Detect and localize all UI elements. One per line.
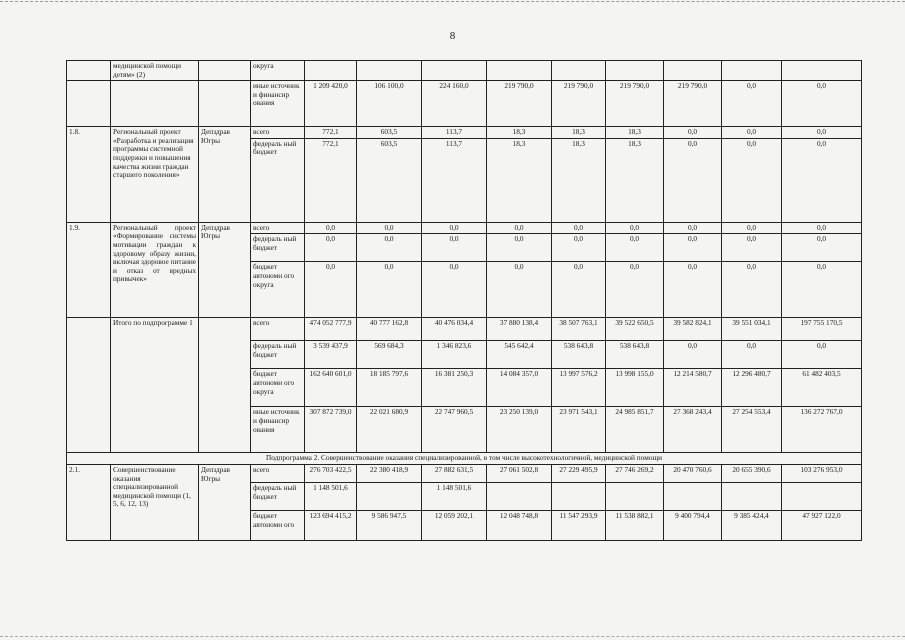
value-cell: 0,0 xyxy=(722,222,782,234)
table-row xyxy=(67,464,862,482)
value-cell: 219 790,0 xyxy=(552,81,606,127)
funding-source: федераль ный бюджет xyxy=(251,341,305,369)
total-label: Итого по подпрограмме 1 xyxy=(111,318,199,453)
value-cell: 27 229 495,9 xyxy=(552,464,606,482)
value-cell xyxy=(357,61,422,81)
program-name xyxy=(111,81,199,127)
value-cell: 39 551 034,1 xyxy=(722,318,782,341)
funding-source: федераль ный бюджет xyxy=(251,138,305,222)
value-cell: 18,3 xyxy=(487,127,552,139)
value-cell: 162 640 601,0 xyxy=(305,369,357,407)
value-cell: 0,0 xyxy=(487,222,552,234)
value-cell: 14 084 357,0 xyxy=(487,369,552,407)
funding-source: всего xyxy=(251,464,305,482)
scan-top-edge xyxy=(0,1,905,3)
row-number xyxy=(67,81,111,127)
value-cell: 772,1 xyxy=(305,138,357,222)
value-cell: 9 586 947,5 xyxy=(357,510,422,540)
value-cell: 0,0 xyxy=(357,222,422,234)
value-cell: 136 272 767,0 xyxy=(782,407,862,453)
funding-source: всего xyxy=(251,318,305,341)
value-cell: 538 643,8 xyxy=(606,341,664,369)
value-cell: 0,0 xyxy=(782,262,862,318)
value-cell: 0,0 xyxy=(422,262,487,318)
value-cell: 113,7 xyxy=(422,138,487,222)
value-cell: 0,0 xyxy=(606,222,664,234)
subprogram-header: Подпрограмма 2. Совершенствование оказания специализированной, в том числе высокотехнологичной, медицинской помощи xyxy=(67,453,862,465)
value-cell: 61 482 403,5 xyxy=(782,369,862,407)
row-number: 2.1. xyxy=(67,464,111,540)
value-cell xyxy=(487,61,552,81)
table-row xyxy=(67,81,862,127)
value-cell: 13 998 155,0 xyxy=(606,369,664,407)
value-cell: 20 655 390,6 xyxy=(722,464,782,482)
value-cell: 0,0 xyxy=(782,81,862,127)
executor: Депздрав Югры xyxy=(199,222,251,318)
value-cell: 0,0 xyxy=(664,138,722,222)
value-cell: 0,0 xyxy=(422,222,487,234)
value-cell: 474 052 777,9 xyxy=(305,318,357,341)
value-cell: 23 971 543,1 xyxy=(552,407,606,453)
executor xyxy=(199,318,251,453)
value-cell: 0,0 xyxy=(305,234,357,262)
funding-source: округа xyxy=(251,61,305,81)
value-cell xyxy=(552,482,606,510)
funding-source: федераль ный бюджет xyxy=(251,482,305,510)
value-cell: 18,3 xyxy=(552,138,606,222)
value-cell: 1 148 501,6 xyxy=(422,482,487,510)
value-cell: 0,0 xyxy=(664,234,722,262)
funding-source: всего xyxy=(251,222,305,234)
value-cell: 0,0 xyxy=(664,222,722,234)
value-cell xyxy=(606,61,664,81)
table-row xyxy=(67,127,862,139)
value-cell: 0,0 xyxy=(664,262,722,318)
value-cell: 11 538 882,1 xyxy=(606,510,664,540)
table-row xyxy=(67,318,862,341)
value-cell: 0,0 xyxy=(664,341,722,369)
value-cell: 22 380 418,9 xyxy=(357,464,422,482)
value-cell: 0,0 xyxy=(305,262,357,318)
value-cell: 20 470 760,6 xyxy=(664,464,722,482)
value-cell: 103 276 953,0 xyxy=(782,464,862,482)
value-cell: 0,0 xyxy=(487,262,552,318)
value-cell: 0,0 xyxy=(664,127,722,139)
value-cell: 113,7 xyxy=(422,127,487,139)
value-cell: 276 703 422,5 xyxy=(305,464,357,482)
value-cell: 307 872 739,0 xyxy=(305,407,357,453)
value-cell: 0,0 xyxy=(722,127,782,139)
value-cell: 1 346 823,6 xyxy=(422,341,487,369)
value-cell: 22 021 680,9 xyxy=(357,407,422,453)
value-cell xyxy=(782,482,862,510)
value-cell xyxy=(305,61,357,81)
value-cell: 0,0 xyxy=(305,222,357,234)
value-cell xyxy=(552,61,606,81)
value-cell: 11 547 293,9 xyxy=(552,510,606,540)
value-cell: 3 539 437,9 xyxy=(305,341,357,369)
funding-source: бюджет автономн ого xyxy=(251,510,305,540)
value-cell: 224 160,0 xyxy=(422,81,487,127)
value-cell: 219 790,0 xyxy=(606,81,664,127)
value-cell: 39 522 650,5 xyxy=(606,318,664,341)
value-cell: 0,0 xyxy=(357,262,422,318)
value-cell: 38 507 763,1 xyxy=(552,318,606,341)
program-name: Совершенствование оказания специализированной медицинской помощи (1, 5, 6, 12, 13) xyxy=(111,464,199,540)
value-cell: 27 882 631,5 xyxy=(422,464,487,482)
value-cell: 40 476 034,4 xyxy=(422,318,487,341)
value-cell: 197 755 170,5 xyxy=(782,318,862,341)
funding-source: всего xyxy=(251,127,305,139)
value-cell: 0,0 xyxy=(552,222,606,234)
value-cell: 1 148 501,6 xyxy=(305,482,357,510)
value-cell: 0,0 xyxy=(552,234,606,262)
value-cell: 0,0 xyxy=(782,234,862,262)
funding-source: иные источник и финансир ования xyxy=(251,81,305,127)
value-cell: 37 880 138,4 xyxy=(487,318,552,341)
value-cell: 603,5 xyxy=(357,138,422,222)
value-cell: 603,5 xyxy=(357,127,422,139)
value-cell: 27 368 243,4 xyxy=(664,407,722,453)
value-cell xyxy=(664,482,722,510)
value-cell: 18,3 xyxy=(606,127,664,139)
value-cell xyxy=(422,61,487,81)
executor: Депздрав Югры xyxy=(199,127,251,223)
executor: Депздрав Югры xyxy=(199,464,251,540)
value-cell: 545 642,4 xyxy=(487,341,552,369)
value-cell: 0,0 xyxy=(552,262,606,318)
value-cell: 9 385 424,4 xyxy=(722,510,782,540)
value-cell: 219 790,0 xyxy=(664,81,722,127)
value-cell: 13 997 576,2 xyxy=(552,369,606,407)
funding-source: бюджет автономн ого округа xyxy=(251,369,305,407)
budget-table xyxy=(66,60,862,541)
value-cell: 0,0 xyxy=(487,234,552,262)
value-cell: 39 582 824,1 xyxy=(664,318,722,341)
value-cell xyxy=(357,482,422,510)
program-name: медицинской помощи детям» (2) xyxy=(111,61,199,81)
value-cell xyxy=(606,482,664,510)
value-cell: 123 694 415,2 xyxy=(305,510,357,540)
value-cell xyxy=(664,61,722,81)
value-cell: 18,3 xyxy=(552,127,606,139)
value-cell: 27 061 502,8 xyxy=(487,464,552,482)
value-cell: 0,0 xyxy=(722,138,782,222)
program-name: Региональный проект «Формирование системы мотивации граждан к здоровому образу жизни, включая здоровое питание и отказ от вредных привычек» xyxy=(111,222,199,318)
value-cell: 12 059 202,1 xyxy=(422,510,487,540)
value-cell xyxy=(722,482,782,510)
value-cell: 18 185 797,6 xyxy=(357,369,422,407)
value-cell: 0,0 xyxy=(722,341,782,369)
value-cell: 12 048 748,8 xyxy=(487,510,552,540)
value-cell: 9 400 794,4 xyxy=(664,510,722,540)
value-cell: 0,0 xyxy=(722,234,782,262)
value-cell: 0,0 xyxy=(782,222,862,234)
value-cell: 0,0 xyxy=(782,138,862,222)
value-cell: 12 296 480,7 xyxy=(722,369,782,407)
value-cell: 0,0 xyxy=(722,262,782,318)
value-cell: 0,0 xyxy=(357,234,422,262)
value-cell: 538 643,8 xyxy=(552,341,606,369)
value-cell: 0,0 xyxy=(722,81,782,127)
funding-source: иные источник и финансир ования xyxy=(251,407,305,453)
value-cell xyxy=(722,61,782,81)
value-cell: 0,0 xyxy=(606,234,664,262)
value-cell: 24 985 851,7 xyxy=(606,407,664,453)
value-cell: 40 777 162,8 xyxy=(357,318,422,341)
value-cell: 0,0 xyxy=(782,341,862,369)
funding-source: бюджет автономн ого округа xyxy=(251,262,305,318)
value-cell: 18,3 xyxy=(606,138,664,222)
row-number: 1.9. xyxy=(67,222,111,318)
program-name: Региональный проект «Разработка и реализация программы системной поддержки и повышения качества жизни граждан старшего поколения» xyxy=(111,127,199,223)
value-cell: 27 746 269,2 xyxy=(606,464,664,482)
value-cell: 219 790,0 xyxy=(487,81,552,127)
value-cell: 27 254 553,4 xyxy=(722,407,782,453)
value-cell: 23 250 139,0 xyxy=(487,407,552,453)
value-cell: 0,0 xyxy=(606,262,664,318)
page-number: 8 xyxy=(449,30,456,42)
value-cell: 22 747 960,5 xyxy=(422,407,487,453)
value-cell: 18,3 xyxy=(487,138,552,222)
value-cell: 569 684,3 xyxy=(357,341,422,369)
value-cell: 106 100,0 xyxy=(357,81,422,127)
value-cell: 1 209 420,0 xyxy=(305,81,357,127)
value-cell: 12 214 580,7 xyxy=(664,369,722,407)
scan-bottom-edge xyxy=(0,636,905,638)
value-cell: 772,1 xyxy=(305,127,357,139)
row-number xyxy=(67,61,111,81)
row-number xyxy=(67,318,111,453)
value-cell: 16 381 250,3 xyxy=(422,369,487,407)
table-row xyxy=(67,61,862,81)
value-cell: 0,0 xyxy=(782,127,862,139)
value-cell xyxy=(782,61,862,81)
value-cell: 0,0 xyxy=(422,234,487,262)
funding-source: федераль ный бюджет xyxy=(251,234,305,262)
subprogram-header-row xyxy=(67,453,862,465)
executor xyxy=(199,61,251,81)
executor xyxy=(199,81,251,127)
value-cell: 47 927 122,0 xyxy=(782,510,862,540)
value-cell xyxy=(487,482,552,510)
row-number: 1.8. xyxy=(67,127,111,223)
table-row xyxy=(67,222,862,234)
